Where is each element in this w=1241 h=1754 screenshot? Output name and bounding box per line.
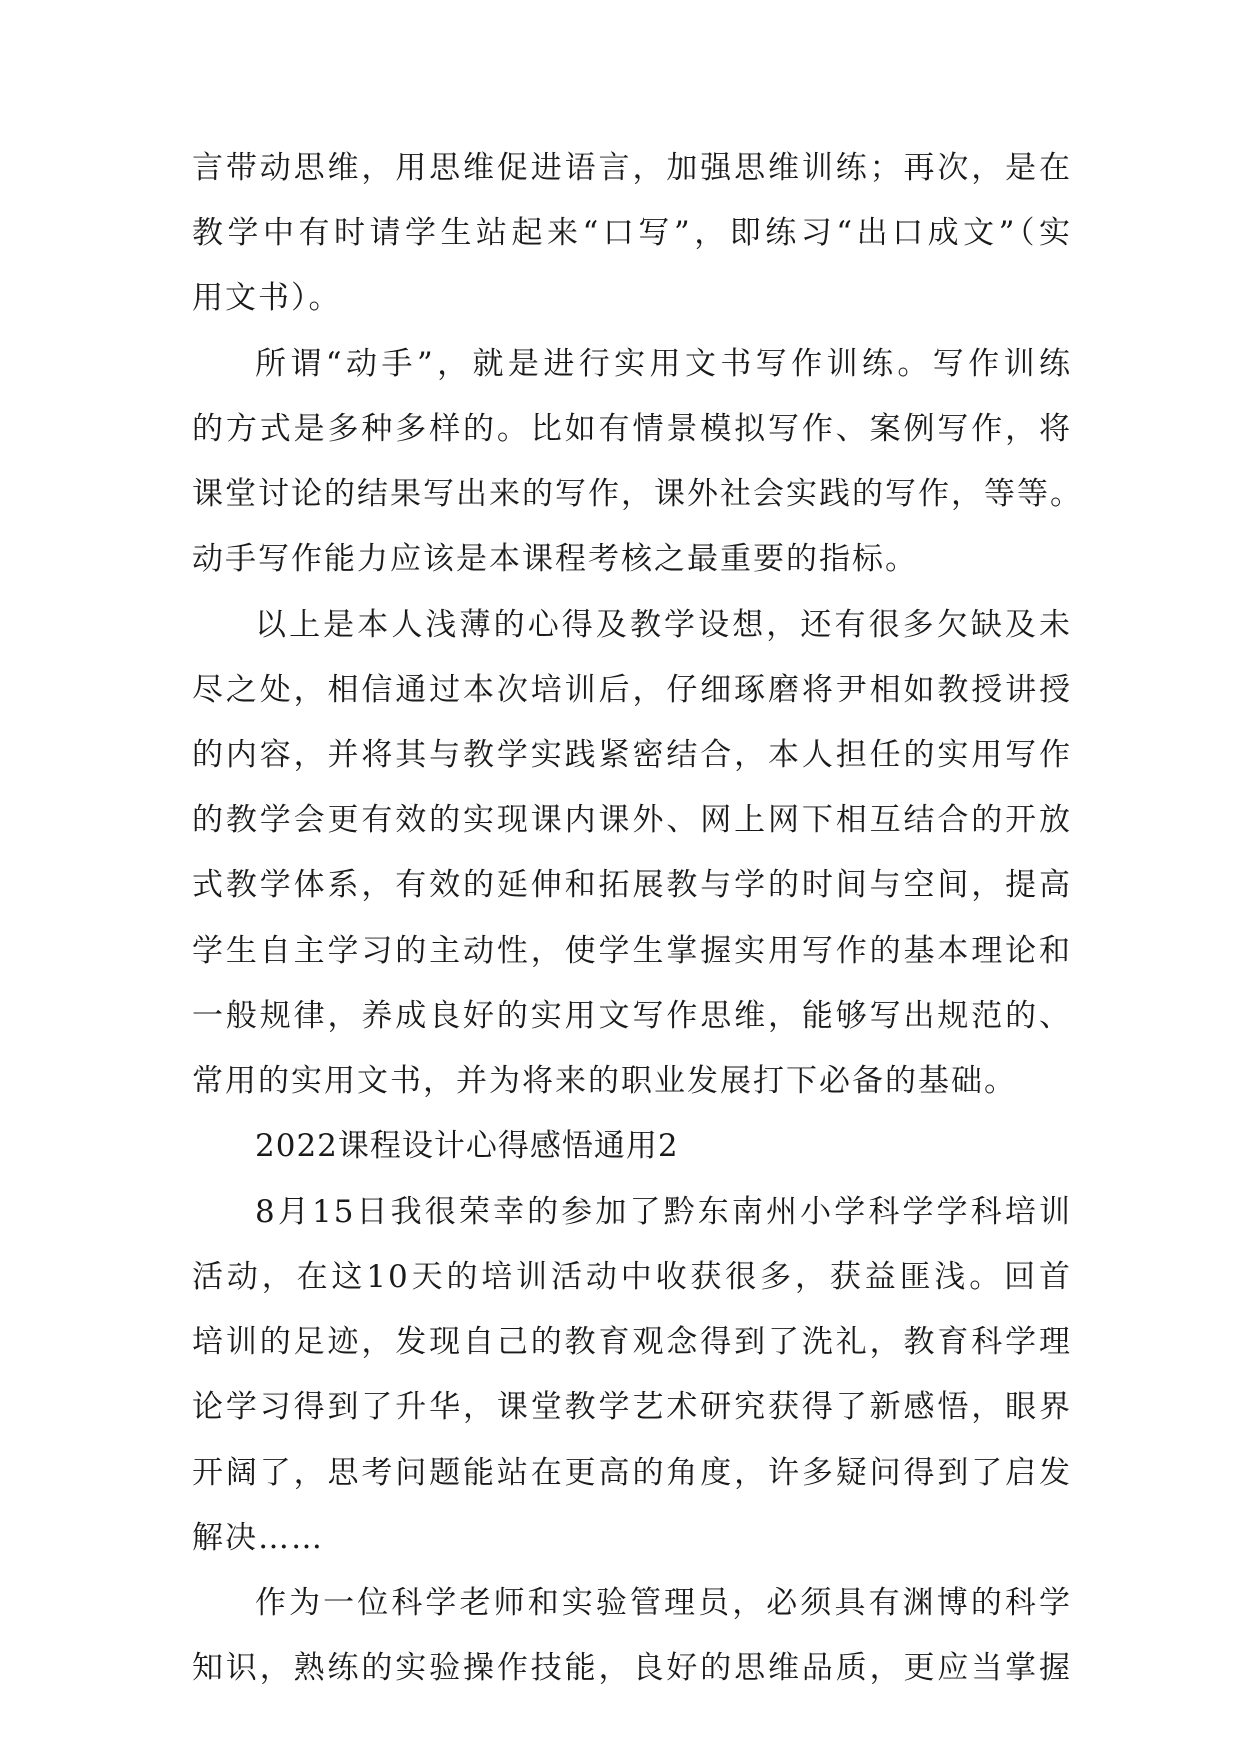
body-text-line: 学生自主学习的主动性，使学生掌握实用写作的基本理论和 — [192, 933, 1072, 969]
body-text-line: 教学中有时请学生站起来“口写”，即练习“出口成文”（实 — [192, 215, 1072, 251]
body-text-line: 尽之处，相信通过本次培训后，仔细琢磨将尹相如教授讲授 — [192, 672, 1072, 708]
body-text-line: 的内容，并将其与教学实践紧密结合，本人担任的实用写作 — [192, 737, 1072, 773]
body-text-line: 常用的实用文书，并为将来的职业发展打下必备的基础。 — [192, 1063, 1017, 1099]
paragraph-first-line: 8月15日我很荣幸的参加了黔东南州小学科学学科培训 — [255, 1194, 1072, 1230]
paragraph-first-line: 作为一位科学老师和实验管理员，必须具有渊博的科学 — [255, 1585, 1072, 1621]
body-text-line: 用文书）。 — [192, 280, 342, 316]
body-text-line: 式教学体系，有效的延伸和拓展教与学的时间与空间，提高 — [192, 867, 1072, 903]
body-text-line: 解决…… — [192, 1520, 324, 1556]
body-text-line: 论学习得到了升华，课堂教学艺术研究获得了新感悟，眼界 — [192, 1389, 1072, 1425]
body-text-line: 言带动思维，用思维促进语言，加强思维训练；再次，是在 — [192, 150, 1072, 186]
body-text-line: 活动，在这10天的培训活动中收获很多，获益匪浅。回首 — [192, 1259, 1072, 1295]
body-text-line: 动手写作能力应该是本课程考核之最重要的指标。 — [192, 541, 918, 577]
section-heading: 2022课程设计心得感悟通用2 — [255, 1128, 679, 1164]
paragraph-first-line: 以上是本人浅薄的心得及教学设想，还有很多欠缺及未 — [255, 607, 1072, 643]
body-text-line: 知识，熟练的实验操作技能，良好的思维品质，更应当掌握 — [192, 1650, 1072, 1686]
body-text-line: 的方式是多种多样的。比如有情景模拟写作、案例写作，将 — [192, 411, 1072, 447]
body-text-line: 培训的足迹，发现自己的教育观念得到了洗礼，教育科学理 — [192, 1324, 1072, 1360]
body-text-line: 的教学会更有效的实现课内课外、网上网下相互结合的开放 — [192, 802, 1072, 838]
body-text-line: 课堂讨论的结果写出来的写作，课外社会实践的写作，等等。 — [192, 476, 1083, 512]
body-text-line: 开阔了，思考问题能站在更高的角度，许多疑问得到了启发 — [192, 1455, 1072, 1491]
body-text-line: 一般规律，养成良好的实用文写作思维，能够写出规范的、 — [192, 998, 1072, 1034]
paragraph-first-line: 所谓“动手”，就是进行实用文书写作训练。写作训练 — [255, 346, 1072, 382]
